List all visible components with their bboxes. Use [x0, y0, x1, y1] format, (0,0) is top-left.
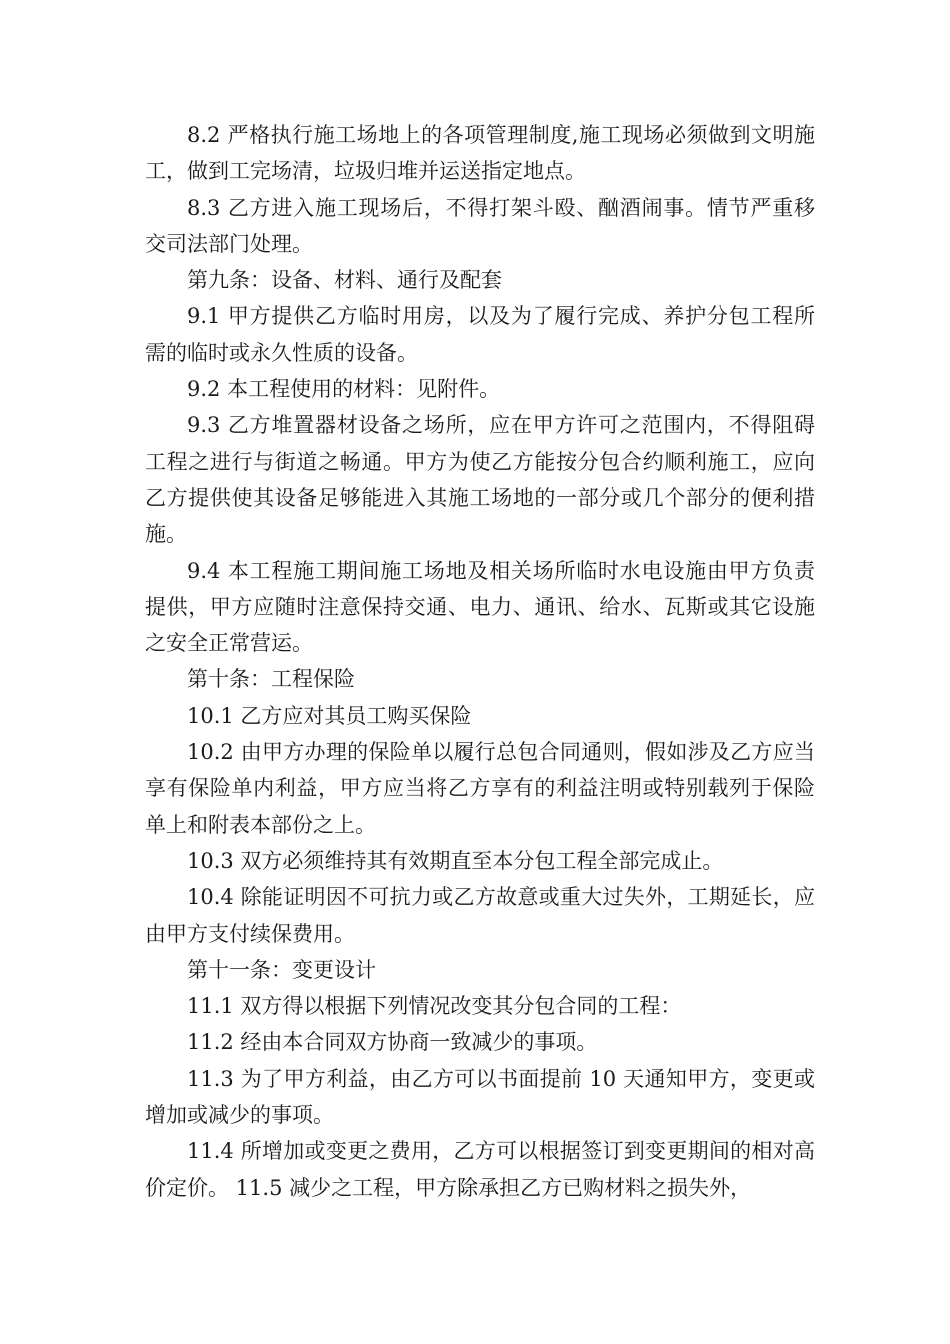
clause-9-3: 9.3 乙方堆置器材设备之场所，应在甲方许可之范围内，不得阻碍工程之进行与街道之畅通。甲方为使乙方能按分包合约顺利施工，应向乙方提供使其设备足够能进入其施工场地的一部分或几个部分的便利措施。 [145, 413, 815, 547]
clause-10-1: 10.1 乙方应对其员工购买保险 [187, 703, 472, 728]
document-body [145, 117, 815, 1206]
clause-8-2: 8.2 严格执行施工场地上的各项管理制度,施工现场必须做到文明施工，做到工完场清，垃圾归堆并运送指定地点。 [145, 123, 815, 184]
clause-10-3: 10.3 双方必须维持其有效期直至本分包工程全部完成止。 [187, 848, 724, 873]
clause-9-4: 9.4 本工程施工期间施工场地及相关场所临时水电设施由甲方负责提供，甲方应随时注意保持交通、电力、通讯、给水、瓦斯或其它设施之安全正常营运。 [145, 558, 815, 656]
clause-11-3: 11.3 为了甲方利益，由乙方可以书面提前 10 天通知甲方，变更或增加或减少的事项。 [145, 1066, 815, 1128]
clause-9-2: 9.2 本工程使用的材料：见附件。 [187, 377, 501, 402]
clause-11-1: 11.1 双方得以根据下列情况改变其分包合同的工程： [187, 994, 682, 1019]
article-9-heading: 第九条：设备、材料、通行及配套 [187, 268, 502, 293]
clause-11-2: 11.2 经由本合同双方协商一致减少的事项。 [187, 1030, 598, 1055]
clause-10-2: 10.2 由甲方办理的保险单以履行总包合同通则，假如涉及乙方应当享有保险单内利益，甲方应当将乙方享有的利益注明或特别载列于保险单上和附表本部份之上。 [145, 740, 815, 837]
clause-10-4: 10.4 除能证明因不可抗力或乙方故意或重大过失外，工期延长，应由甲方支付续保费用。 [145, 885, 815, 946]
article-11-heading: 第十一条：变更设计 [187, 957, 376, 982]
clause-11-4: 11.4 所增加或变更之费用，乙方可以根据签订到变更期间的相对高价定价。 11.5 减少之工程，甲方除承担乙方已购材料之损失外， [145, 1139, 815, 1200]
article-10-heading: 第十条：工程保险 [187, 667, 355, 692]
clause-8-3: 8.3 乙方进入施工现场后，不得打架斗殴、酗酒闹事。情节严重移交司法部门处理。 [145, 195, 815, 256]
clause-9-1: 9.1 甲方提供乙方临时用房，以及为了履行完成、养护分包工程所需的临时或永久性质的设备。 [145, 304, 815, 365]
